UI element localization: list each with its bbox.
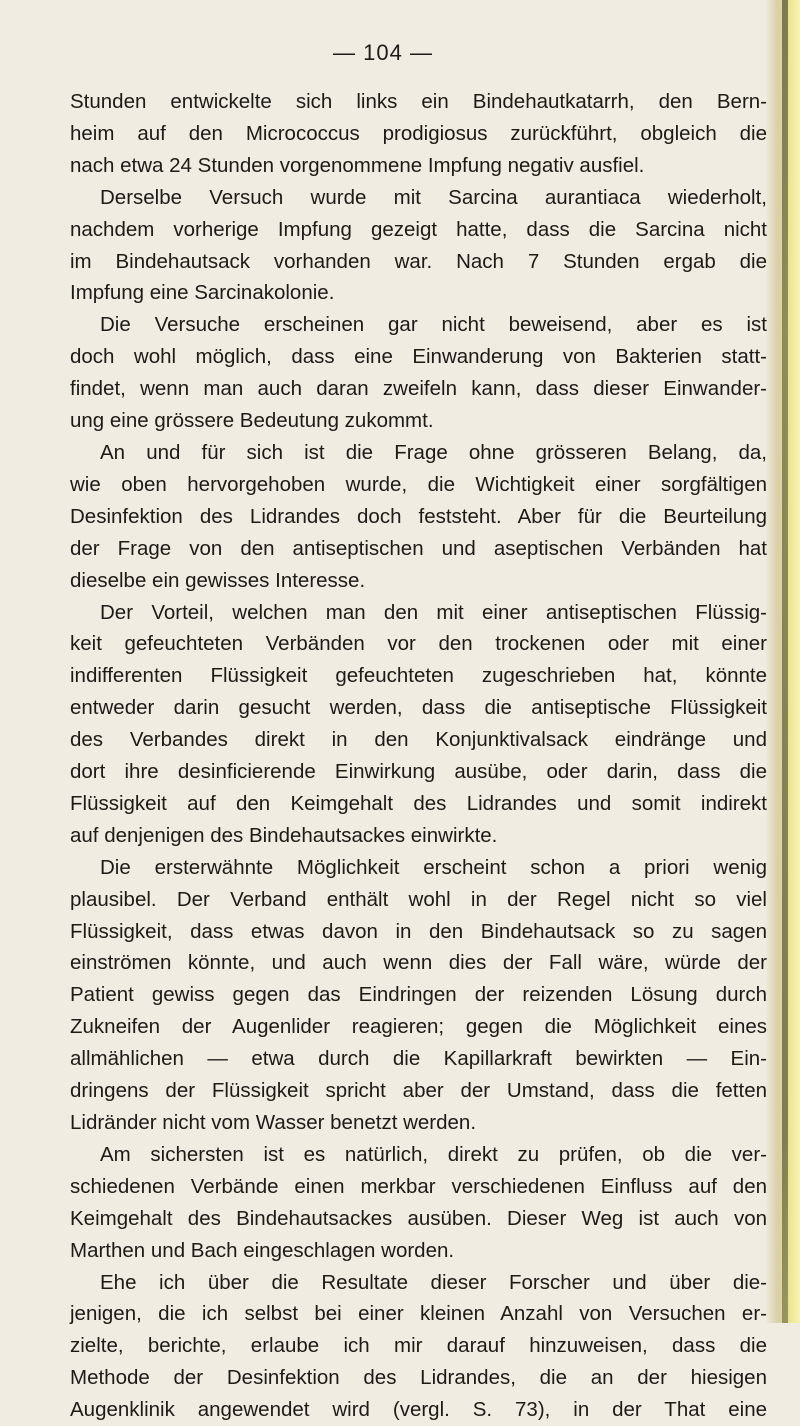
text-line: Zukneifen der Augenlider reagieren; gegen die Möglichkeit eines (70, 1015, 767, 1039)
text-line: Desinfektion des Lidrandes doch feststeht. Aber für die Beurteilung (70, 504, 767, 528)
text-line: Patient gewiss gegen das Eindringen der reizenden Lösung durch (70, 983, 767, 1007)
text-line: Methode der Desinfektion des Lidrandes, die an der hiesigen (70, 1366, 767, 1390)
text-line: ung eine grössere Bedeutung zukommt. (70, 409, 434, 433)
text-line: An und für sich ist die Frage ohne grösseren Belang, da, (100, 440, 767, 464)
text-line: Keimgehalt des Bindehautsackes ausüben. Dieser Weg ist auch von (70, 1206, 767, 1230)
text-line: jenigen, die ich selbst bei einer kleinen Anzahl von Versuchen er- (70, 1302, 767, 1326)
text-line: Die ersterwähnte Möglichkeit erscheint schon a priori wenig (100, 855, 767, 879)
text-line: dieselbe ein gewisses Interesse. (70, 568, 366, 592)
text-line: zielte, berichte, erlaube ich mir darauf hinzuweisen, dass die (70, 1334, 767, 1358)
text-line: Flüssigkeit auf den Keimgehalt des Lidrandes und somit indirekt (70, 791, 767, 815)
text-line: schiedenen Verbände einen merkbar verschiedenen Einfluss auf den (70, 1174, 767, 1198)
text-line: Derselbe Versuch wurde mit Sarcina aurantiaca wiederholt, (100, 185, 767, 209)
text-line: Lidränder nicht vom Wasser benetzt werden. (70, 1111, 477, 1134)
text-line: Ehe ich über die Resultate dieser Forscher und über die- (100, 1270, 767, 1294)
text-line: nachdem vorherige Impfung gezeigt hatte, dass die Sarcina nicht (70, 217, 767, 241)
text-line: doch wohl möglich, dass eine Einwanderung von Bakterien statt- (70, 345, 767, 369)
text-line: allmählichen — etwa durch die Kapillarkraft bewirkten — Ein- (70, 1047, 767, 1071)
text-line: findet, wenn man auch daran zweifeln kann, dass dieser Einwander- (70, 377, 767, 401)
text-line: Flüssigkeit, dass etwas davon in den Bindehautsack so zu sagen (70, 919, 767, 943)
text-line: heim auf den Micrococcus prodigiosus zurückführt, obgleich die (70, 121, 767, 145)
text-line: wie oben hervorgehoben wurde, die Wichtigkeit einer sorgfältigen (70, 472, 767, 496)
text-line: dort ihre desinficierende Einwirkung ausübe, oder darin, dass die (70, 760, 767, 784)
text-line: Der Vorteil, welchen man den mit einer antiseptischen Flüssig- (100, 600, 767, 624)
text-line: keit gefeuchteten Verbänden vor den trockenen oder mit einer (70, 632, 767, 656)
text-line: plausibel. Der Verband enthält wohl in der Regel nicht so viel (70, 887, 767, 911)
body-text (70, 86, 767, 1426)
binding-edge (782, 0, 788, 1323)
text-line: entweder darin gesucht werden, dass die antiseptische Flüssigkeit (70, 696, 767, 720)
text-line: nach etwa 24 Stunden vorgenommene Impfung negativ ausfiel. (70, 153, 645, 177)
text-line: des Verbandes direkt in den Konjunktivalsack eindränge und (70, 728, 767, 752)
text-line: dringens der Flüssigkeit spricht aber der Umstand, dass die fetten (70, 1079, 767, 1103)
text-line: Marthen und Bach eingeschlagen worden. (70, 1238, 455, 1262)
text-line: auf denjenigen des Bindehautsackes einwirkte. (70, 823, 498, 847)
text-line: Stunden entwickelte sich links ein Bindehautkatarrh, den Bern- (70, 90, 767, 113)
text-line: Impfung eine Sarcinakolonie. (70, 281, 335, 305)
page-number: — 104 — (333, 40, 433, 65)
text-line: Augenklinik angewendet wird (vergl. S. 73), in der That eine (70, 1398, 767, 1422)
text-line: der Frage von den antiseptischen und aseptischen Verbänden hat (70, 536, 767, 560)
text-line: Am sichersten ist es natürlich, direkt zu prüfen, ob die ver- (100, 1142, 767, 1166)
text-line: Die Versuche erscheinen gar nicht beweisend, aber es ist (100, 313, 767, 337)
text-line: indifferenten Flüssigkeit gefeuchteten zugeschrieben hat, könnte (70, 664, 767, 688)
text-line: im Bindehautsack vorhanden war. Nach 7 Stunden ergab die (70, 249, 767, 273)
text-line: einströmen könnte, und auch wenn dies der Fall wäre, würde der (70, 951, 767, 975)
